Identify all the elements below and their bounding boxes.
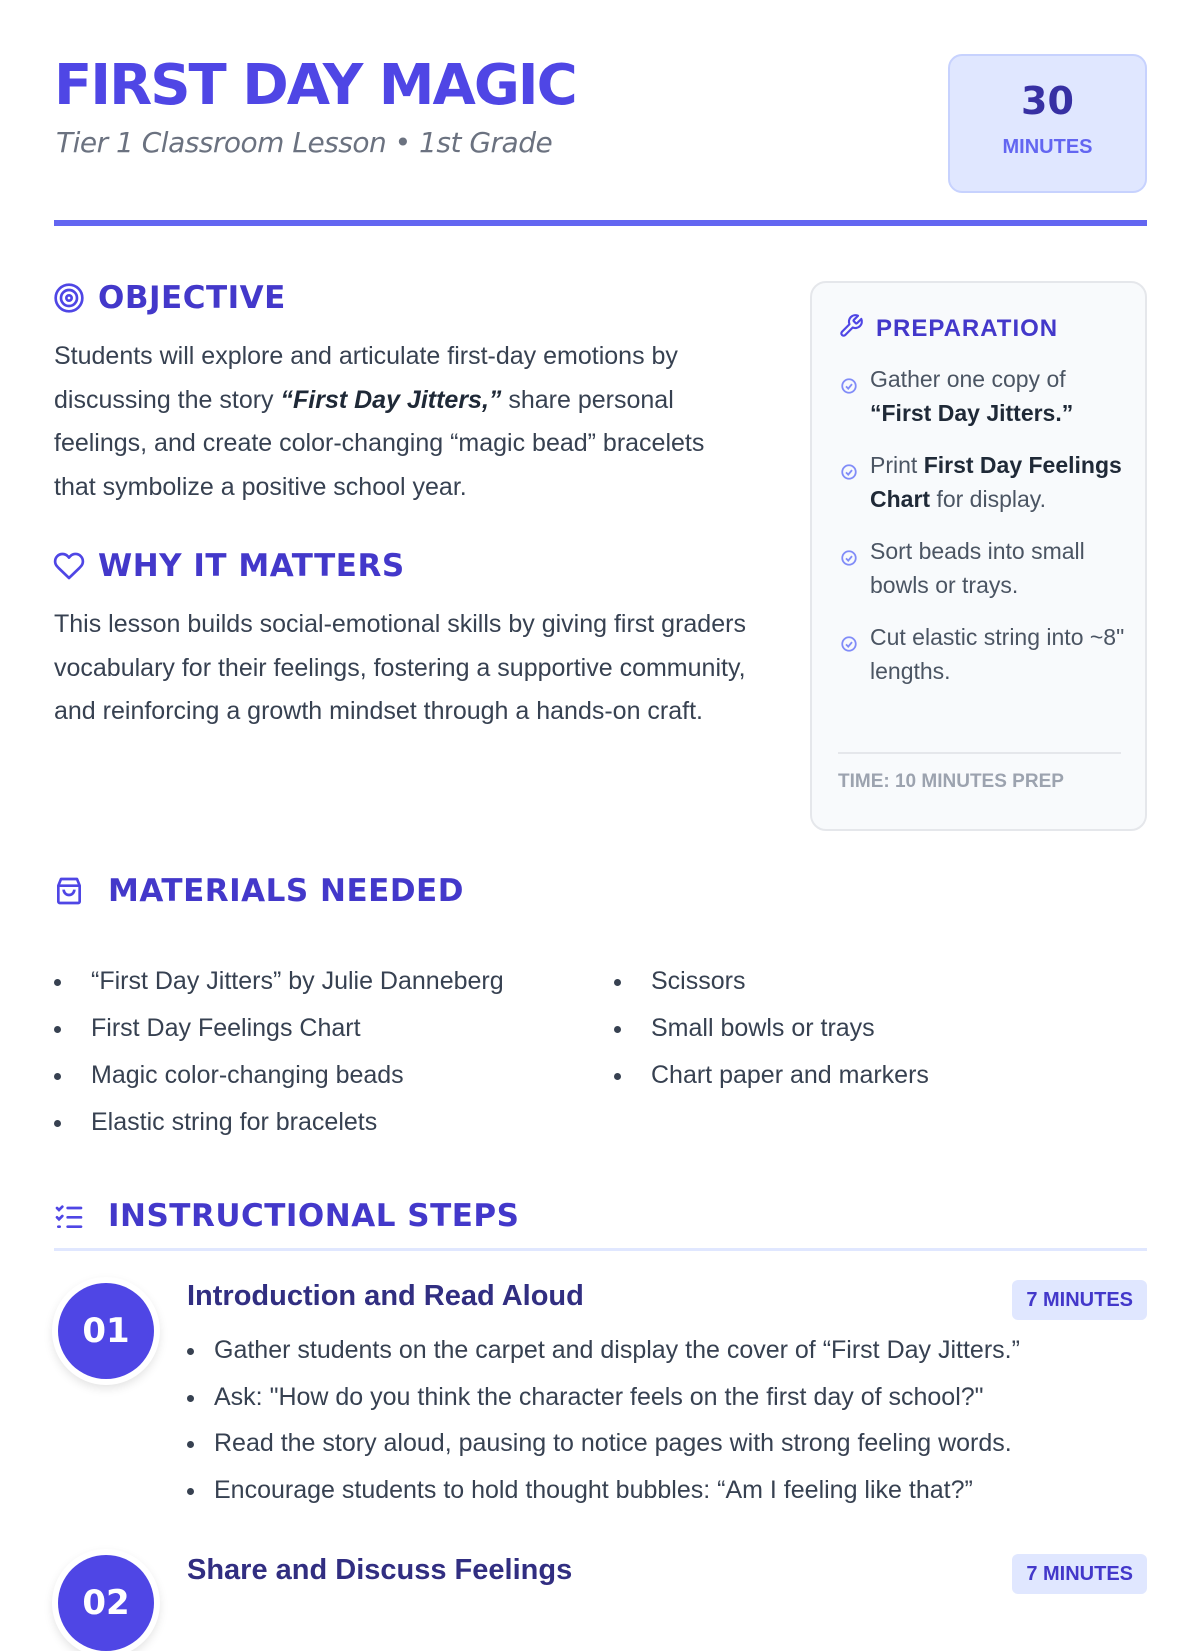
step-title: Share and Discuss Feelings — [187, 1554, 573, 1586]
step-bullet: Read the story aloud, pausing to notice pages with strong feeling words. — [187, 1420, 1020, 1467]
why-text: This lesson builds social-emotional skills by giving first graders vocabulary for their feelings, fostering a supportive community, and reinforcing a growth mindset through a hands-on craft. — [54, 610, 746, 725]
step-bullet: Gather students on the carpet and display the cover of “First Day Jitters.” — [187, 1327, 1020, 1374]
materials-item: Small bowls or trays — [614, 1005, 929, 1052]
preparation-item — [840, 449, 1130, 516]
materials-item: Magic color-changing beads — [54, 1052, 504, 1099]
materials-heading-label: MATERIALS NEEDED — [108, 873, 464, 909]
steps-heading-label: INSTRUCTIONAL STEPS — [108, 1198, 520, 1234]
step-bullet: Ask: "How do you think the character feels on the first day of school?" — [187, 1374, 1020, 1421]
preparation-item-bold: “First Day Jitters.” — [870, 399, 1074, 426]
preparation-item-text-part: Sort beads into small bowls or trays. — [870, 538, 1085, 598]
target-icon — [52, 281, 86, 315]
objective-heading-label: OBJECTIVE — [98, 280, 286, 316]
preparation-item-text — [870, 621, 1130, 688]
step-bullet: Encourage students to hold thought bubbles: “Am I feeling like that?” — [187, 1467, 1020, 1514]
check-circle-icon — [840, 457, 858, 475]
objective-text-start: Students will explore and articulate first-day emotions by discussing the story — [54, 342, 678, 414]
step-bullets — [187, 1327, 1020, 1513]
preparation-item-text-part: Print — [870, 452, 924, 478]
steps-heading — [52, 1198, 519, 1234]
materials-list-right — [614, 958, 929, 1099]
preparation-list — [840, 363, 1130, 707]
preparation-heading — [838, 313, 1058, 344]
materials-item: Scissors — [614, 958, 929, 1005]
duration-unit: MINUTES — [1002, 136, 1093, 158]
checklist-icon — [52, 1199, 86, 1233]
check-circle-icon — [840, 543, 858, 561]
wrench-icon — [838, 313, 864, 344]
step-number: 02 — [58, 1555, 154, 1651]
steps-divider — [54, 1248, 1147, 1251]
materials-item: Chart paper and markers — [614, 1052, 929, 1099]
materials-item: Elastic string for bracelets — [54, 1099, 504, 1146]
lesson-page — [54, 0, 1147, 1623]
preparation-item — [840, 535, 1130, 602]
duration-badge — [948, 54, 1147, 193]
materials-item: First Day Feelings Chart — [54, 1005, 504, 1052]
preparation-heading-label: PREPARATION — [876, 314, 1059, 342]
preparation-time: TIME: 10 MINUTES PREP — [838, 771, 1064, 792]
page-title: FIRST DAY MAGIC — [54, 53, 576, 118]
preparation-item-text-part: Cut elastic string into ~8" lengths. — [870, 624, 1125, 684]
preparation-item-text-part: Gather one copy of — [870, 366, 1066, 392]
heart-icon — [52, 549, 86, 583]
why-heading-label: WHY IT MATTERS — [98, 548, 405, 584]
preparation-item-text — [870, 535, 1130, 602]
preparation-item — [840, 363, 1130, 430]
preparation-card — [810, 281, 1147, 831]
preparation-item-text — [870, 363, 1130, 430]
step-title: Introduction and Read Aloud — [187, 1280, 584, 1312]
preparation-divider — [838, 752, 1121, 754]
page-subtitle: Tier 1 Classroom Lesson • 1st Grade — [56, 126, 553, 159]
step-number: 01 — [58, 1283, 154, 1379]
objective-book-title: “First Day Jitters,” — [280, 385, 502, 414]
preparation-item-text-part: for display. — [930, 485, 1046, 512]
why-heading — [52, 548, 405, 584]
materials-heading — [52, 873, 464, 909]
preparation-item — [840, 621, 1130, 688]
materials-list-left — [54, 958, 504, 1146]
objective-heading — [52, 280, 286, 316]
objective-text-end: share personal feelings, and create color-changing “magic bead” bracelets that symbolize a positive school year. — [54, 385, 705, 501]
materials-item: “First Day Jitters” by Julie Danneberg — [54, 958, 504, 1005]
step-duration-badge: 7 MINUTES — [1012, 1554, 1147, 1594]
objective-text — [54, 335, 744, 509]
shopping-bag-icon — [52, 874, 86, 908]
step-duration-badge: 7 MINUTES — [1012, 1280, 1147, 1320]
check-circle-icon — [840, 371, 858, 389]
check-circle-icon — [840, 629, 858, 647]
duration-value: 30 — [1021, 79, 1074, 123]
preparation-item-text — [870, 449, 1130, 516]
preparation-item-bold: First Day Feelings Chart — [870, 452, 1122, 512]
header-divider — [54, 220, 1147, 226]
